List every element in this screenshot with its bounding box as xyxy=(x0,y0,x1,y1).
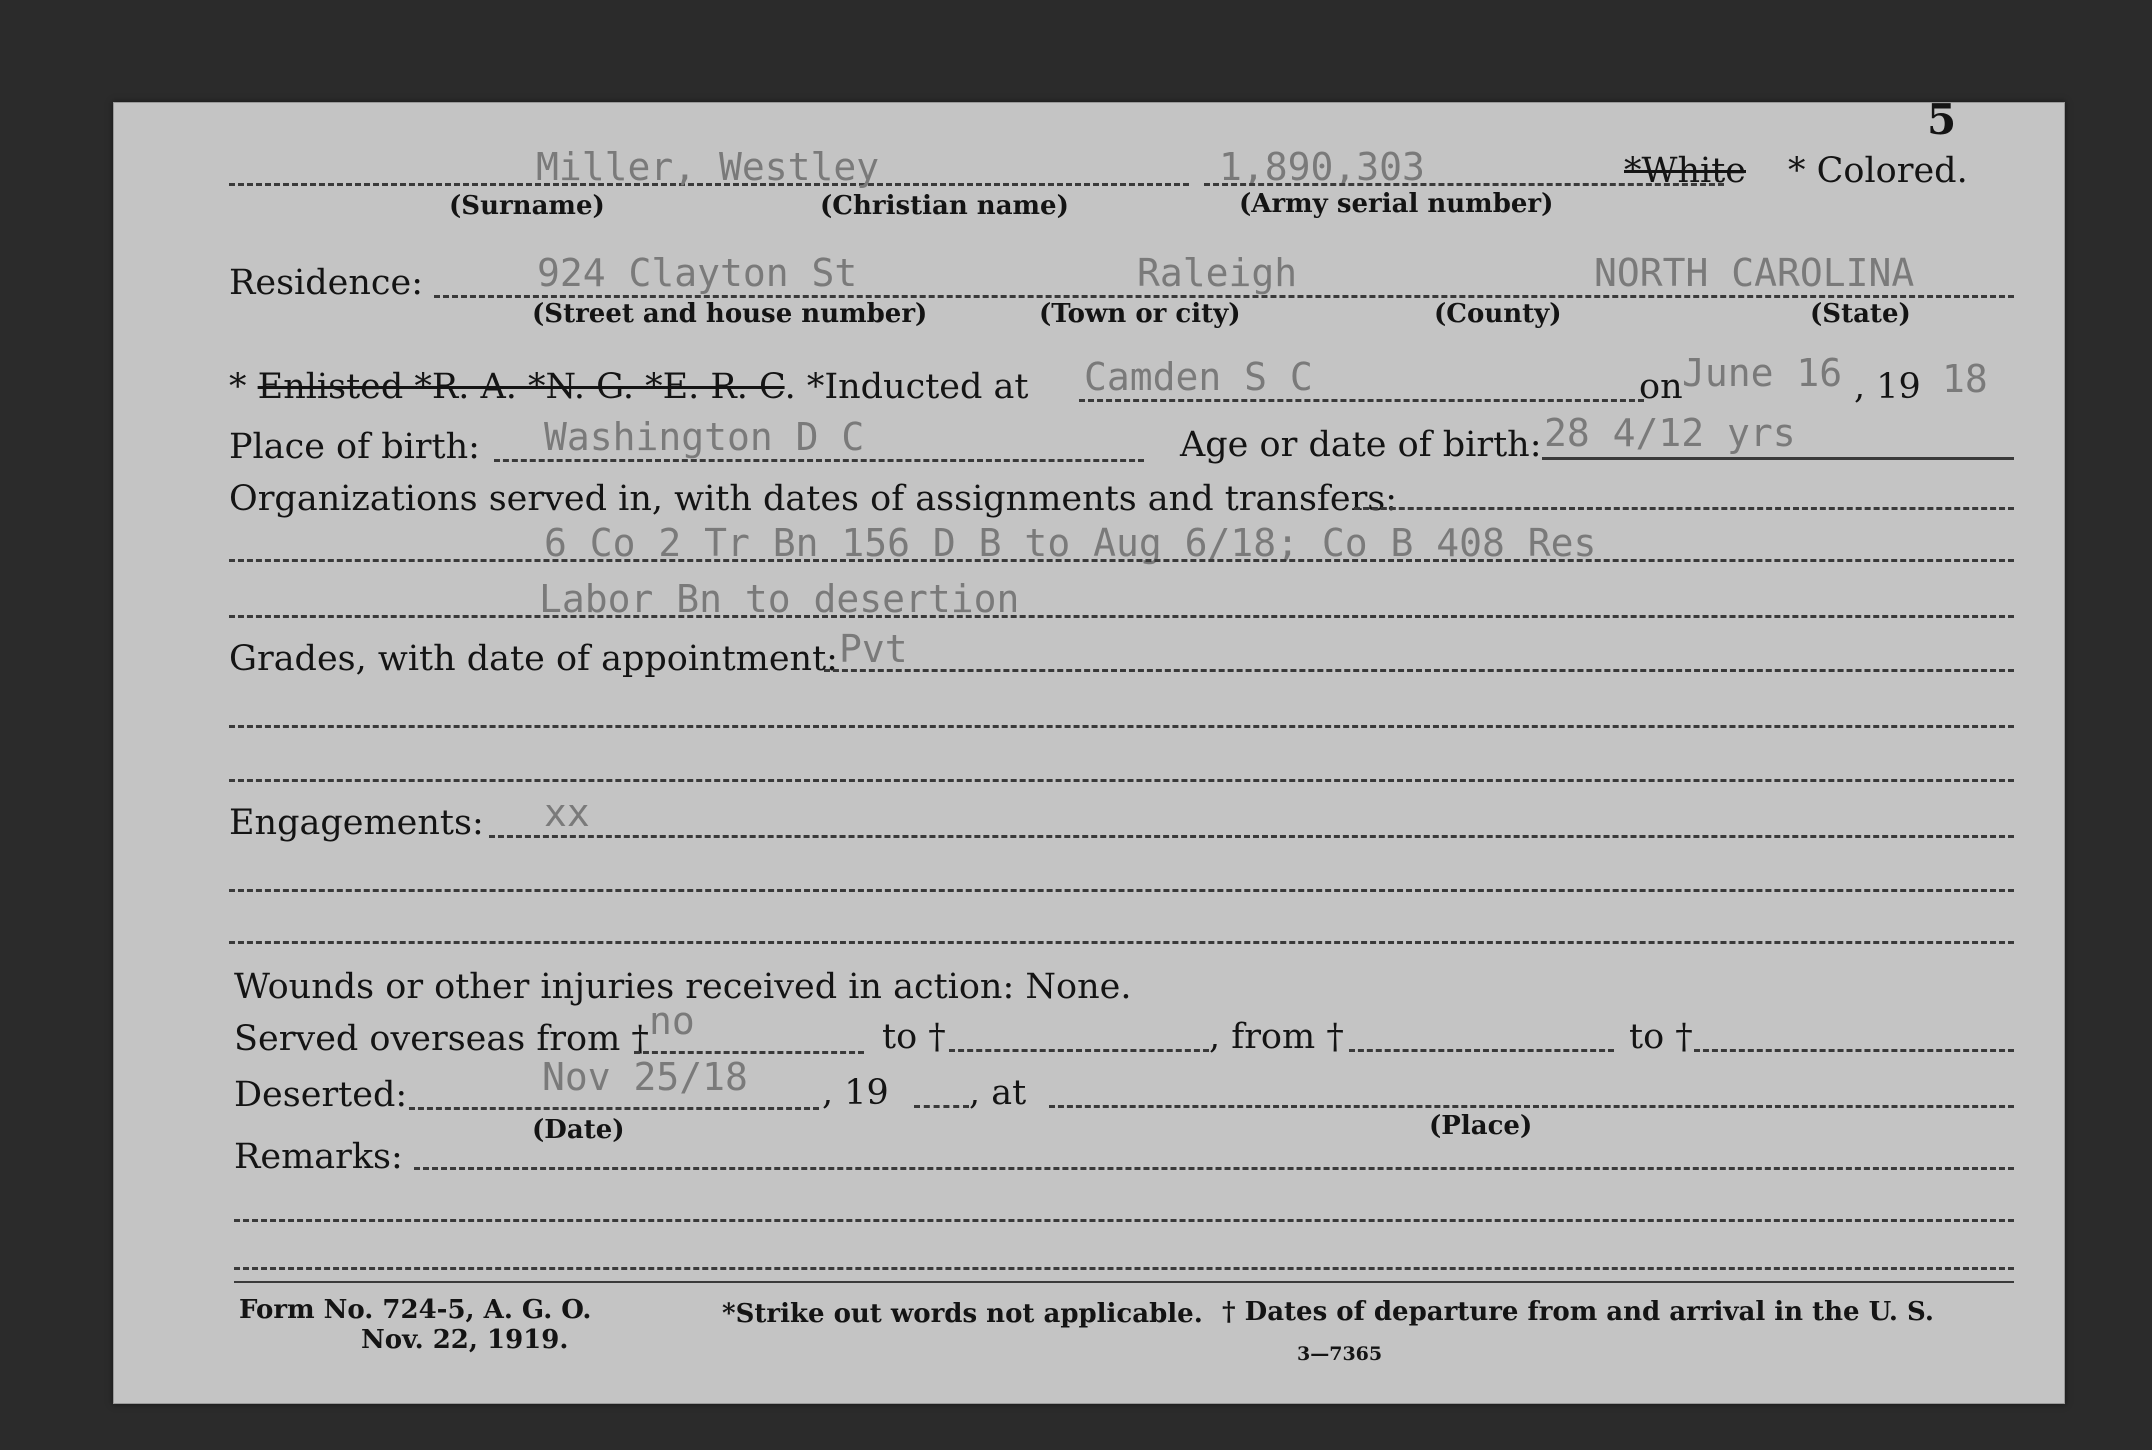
age-value: 28 4/12 yrs xyxy=(1544,411,1796,455)
enlistment-row xyxy=(229,367,1028,407)
overseas-from-value: no xyxy=(649,999,695,1043)
organizations-label: Organizations served in, with dates of assignments and transfers: xyxy=(229,479,1398,519)
engagements-label: Engagements: xyxy=(229,803,484,843)
wounds-value: None. xyxy=(1025,967,1132,1007)
town-caption: (Town or city) xyxy=(1039,299,1241,329)
place-caption: (Place) xyxy=(1429,1111,1533,1141)
wounds-label: Wounds or other injuries received in action: xyxy=(234,967,1015,1007)
residence-line xyxy=(434,295,2014,298)
state-caption: (State) xyxy=(1810,299,1911,329)
birth-place: Washington D C xyxy=(544,415,865,459)
organizations-line2: Labor Bn to desertion xyxy=(539,577,1020,621)
org-line-1 xyxy=(229,559,2014,562)
org-line-2 xyxy=(229,615,2014,618)
form-date: Nov. 22, 1919. xyxy=(361,1325,569,1355)
organizations-line1: 6 Co 2 Tr Bn 156 D B to Aug 6/18; Co B 408 Res xyxy=(544,521,1597,565)
overseas-label: Served overseas from † xyxy=(234,1019,649,1059)
grades-line xyxy=(824,669,2014,672)
county-caption: (County) xyxy=(1434,299,1562,329)
residence-label: Residence: xyxy=(229,263,423,303)
christian-caption: (Christian name) xyxy=(820,191,1069,221)
white-option: *White xyxy=(1624,151,1746,191)
grades-label: Grades, with date of appointment: xyxy=(229,639,838,679)
grades-value: Pvt xyxy=(839,627,908,671)
deserted-year-line xyxy=(914,1105,969,1108)
street-value: 924 Clayton St xyxy=(537,251,858,295)
overseas-to1: to † xyxy=(882,1017,946,1057)
inducted-line xyxy=(1079,399,1644,402)
date-caption: (Date) xyxy=(532,1115,625,1145)
birth-line xyxy=(494,459,1144,462)
enlisted-prefix: * xyxy=(229,367,258,407)
induction-year: 18 xyxy=(1942,357,1988,401)
remarks-label: Remarks: xyxy=(234,1137,403,1177)
overseas-from2-line xyxy=(1349,1049,1614,1052)
remarks-line-2 xyxy=(234,1219,2014,1222)
service-card xyxy=(113,95,2065,1404)
birth-label: Place of birth: xyxy=(229,427,480,467)
induction-date: June 16 xyxy=(1682,351,1843,395)
deserted-date: Nov 25/18 xyxy=(542,1055,748,1099)
strike-note: *Strike out words not applicable. xyxy=(722,1299,1203,1329)
deserted-year: , 19 xyxy=(822,1073,889,1113)
overseas-from-line xyxy=(634,1051,864,1054)
town-value: Raleigh xyxy=(1137,251,1298,295)
age-label: Age or date of birth: xyxy=(1180,425,1542,465)
deserted-at: , at xyxy=(969,1073,1027,1113)
on-label: on xyxy=(1639,367,1683,407)
enlisted-struck: Enlisted *R. A. *N. G. *E. R. C xyxy=(257,367,785,407)
engagements-line-3 xyxy=(229,941,2014,944)
deserted-label: Deserted: xyxy=(234,1075,408,1115)
inducted-place: Camden S C xyxy=(1084,355,1313,399)
grades-line-2 xyxy=(229,725,2014,728)
engagements-line xyxy=(489,835,2014,838)
serial-caption: (Army serial number) xyxy=(1239,189,1554,219)
overseas-to2-line xyxy=(1694,1049,2014,1052)
overseas-to2: to † xyxy=(1629,1017,1693,1057)
grades-line-3 xyxy=(229,779,2014,782)
age-line xyxy=(1542,457,2014,460)
org-line-0 xyxy=(1354,507,2014,510)
form-number: Form No. 724-5, A. G. O. xyxy=(239,1295,592,1325)
print-code: 3—7365 xyxy=(1297,1343,1383,1365)
deserted-place-line xyxy=(1049,1105,2014,1108)
surname-value: Miller, Westley xyxy=(536,145,880,189)
remarks-line xyxy=(414,1167,2014,1170)
remarks-line-3 xyxy=(234,1267,2014,1270)
overseas-to1-line xyxy=(949,1049,1209,1052)
inducted-label: . *Inducted at xyxy=(784,367,1029,407)
colored-option: * Colored. xyxy=(1788,151,1968,191)
dates-note: † Dates of departure from and arrival in the U. S. xyxy=(1222,1297,1934,1327)
year-prefix: , 19 xyxy=(1854,367,1921,407)
engagements-value: xx xyxy=(544,791,590,835)
surname-caption: (Surname) xyxy=(449,191,605,221)
state-value: NORTH CAROLINA xyxy=(1594,251,1915,295)
engagements-line-2 xyxy=(229,889,2014,892)
card-number: 5 xyxy=(1927,95,1957,144)
overseas-from2: , from † xyxy=(1209,1017,1344,1057)
deserted-date-line xyxy=(409,1107,819,1110)
serial-value: 1,890,303 xyxy=(1219,145,1425,189)
street-caption: (Street and house number) xyxy=(532,299,928,329)
footer-rule xyxy=(234,1281,2014,1283)
